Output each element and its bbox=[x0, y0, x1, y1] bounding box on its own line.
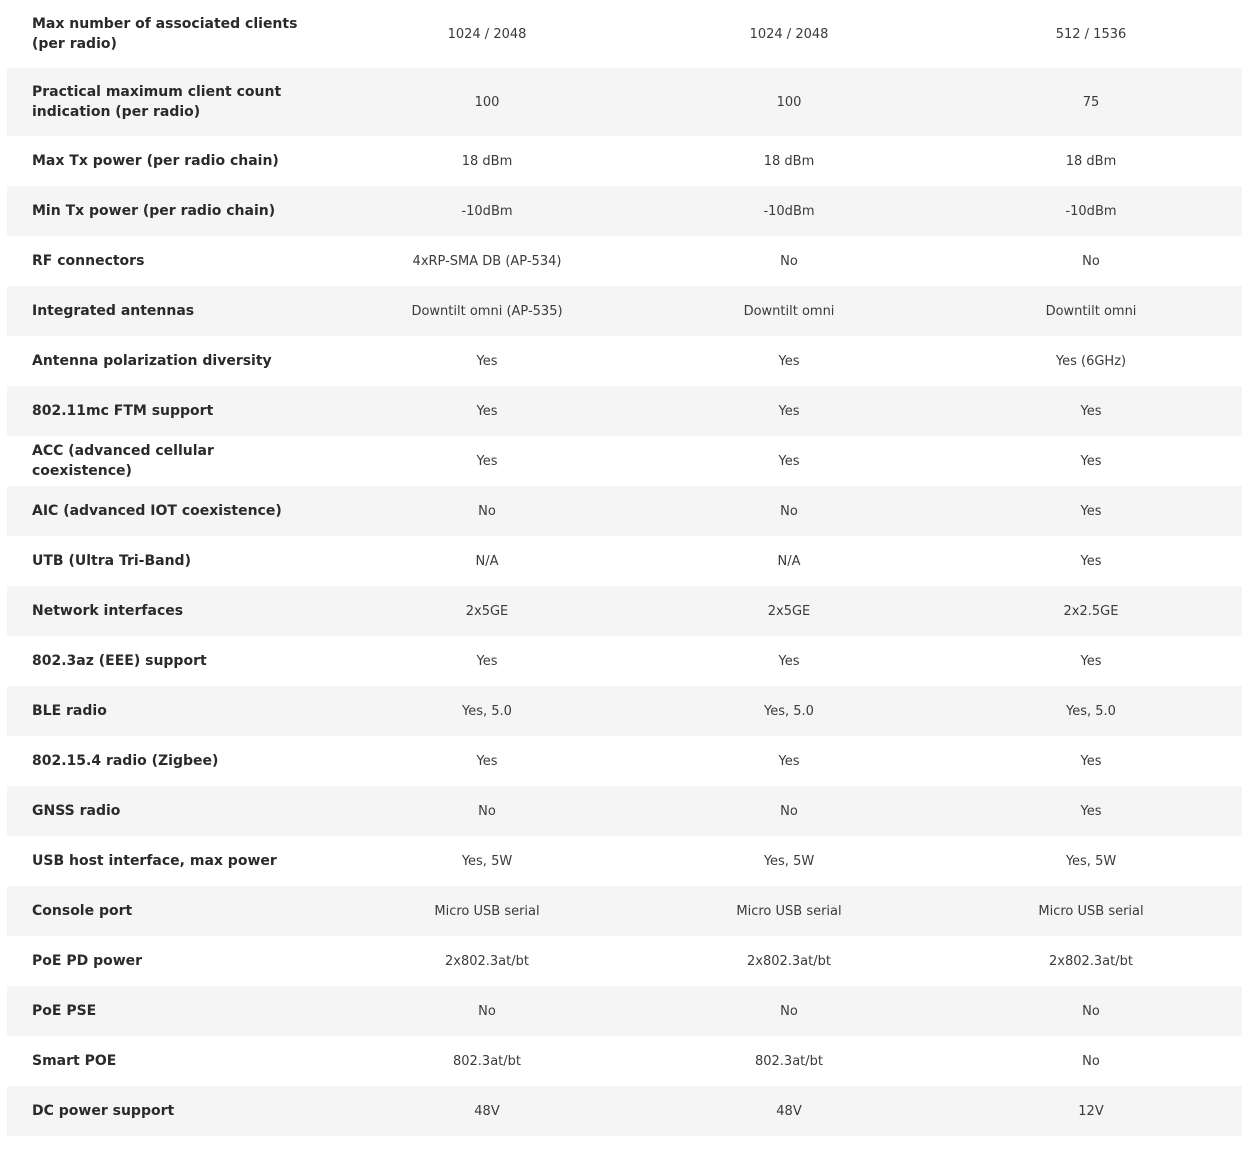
table-cell: Yes, 5W bbox=[763, 853, 815, 869]
table-row bbox=[7, 786, 1242, 836]
row-label: RF connectors bbox=[32, 253, 145, 269]
row-label: Min Tx power (per radio chain) bbox=[32, 203, 276, 219]
table-row bbox=[7, 736, 1242, 786]
table-cell: No bbox=[478, 1003, 496, 1019]
row-label: Network interfaces bbox=[32, 603, 184, 619]
row-label: BLE radio bbox=[32, 703, 107, 719]
table-cell: 1024 / 2048 bbox=[447, 26, 527, 42]
table-cell: 2x2.5GE bbox=[1063, 603, 1119, 619]
table-cell: Downtilt omni bbox=[1045, 303, 1137, 319]
row-label: DC power support bbox=[32, 1103, 175, 1119]
table-cell: Micro USB serial bbox=[434, 903, 540, 919]
table-cell: Yes bbox=[476, 453, 498, 469]
table-cell: No bbox=[478, 803, 496, 819]
table-cell: Yes, 5.0 bbox=[462, 703, 512, 719]
table-row bbox=[7, 936, 1242, 986]
table-cell: 48V bbox=[776, 1103, 802, 1119]
table-cell: Yes, 5W bbox=[1065, 853, 1117, 869]
table-row bbox=[7, 486, 1242, 536]
table-cell: 2x5GE bbox=[767, 603, 811, 619]
table-cell: N/A bbox=[777, 553, 801, 569]
table-cell: 18 dBm bbox=[461, 153, 513, 169]
table-cell: No bbox=[780, 253, 798, 269]
table-cell: Yes bbox=[778, 653, 800, 669]
row-label: UTB (Ultra Tri-Band) bbox=[32, 553, 191, 569]
table-row bbox=[7, 586, 1242, 636]
table-cell: 2x802.3at/bt bbox=[747, 953, 831, 969]
table-cell: No bbox=[1082, 1053, 1100, 1069]
row-label: Practical maximum client count indication (per radio) bbox=[32, 84, 282, 120]
table-row bbox=[7, 236, 1242, 286]
table-cell: Yes, 5.0 bbox=[764, 703, 814, 719]
spec-table bbox=[7, 0, 1242, 1136]
table-cell: Micro USB serial bbox=[736, 903, 842, 919]
table-cell: Yes bbox=[1080, 403, 1102, 419]
table-row bbox=[7, 1086, 1242, 1136]
row-label: PoE PD power bbox=[32, 953, 143, 969]
row-label: Console port bbox=[32, 903, 133, 919]
table-cell: Yes bbox=[778, 403, 800, 419]
table-cell: Yes bbox=[476, 353, 498, 369]
table-cell: Yes (6GHz) bbox=[1055, 353, 1127, 369]
table-cell: 512 / 1536 bbox=[1055, 26, 1127, 42]
table-cell: Yes bbox=[476, 753, 498, 769]
table-cell: No bbox=[478, 503, 496, 519]
table-cell: No bbox=[1082, 1003, 1100, 1019]
table-cell: N/A bbox=[475, 553, 499, 569]
table-cell: 18 dBm bbox=[1065, 153, 1117, 169]
table-cell: 48V bbox=[474, 1103, 500, 1119]
table-row bbox=[7, 186, 1242, 236]
row-label: 802.3az (EEE) support bbox=[32, 653, 207, 669]
table-cell: 1024 / 2048 bbox=[749, 26, 829, 42]
table-cell: Yes bbox=[1080, 803, 1102, 819]
table-row bbox=[7, 0, 1242, 68]
table-cell: -10dBm bbox=[461, 203, 513, 219]
table-cell: Yes, 5W bbox=[461, 853, 513, 869]
table-cell: 2x5GE bbox=[465, 603, 509, 619]
row-label: Max Tx power (per radio chain) bbox=[32, 153, 279, 169]
table-cell: No bbox=[780, 1003, 798, 1019]
table-cell: No bbox=[780, 803, 798, 819]
table-cell: Yes bbox=[778, 753, 800, 769]
table-cell: Yes bbox=[1080, 653, 1102, 669]
table-row bbox=[7, 436, 1242, 486]
table-cell: -10dBm bbox=[1065, 203, 1117, 219]
table-cell: 75 bbox=[1082, 94, 1100, 110]
table-row bbox=[7, 986, 1242, 1036]
table-cell: Downtilt omni bbox=[743, 303, 835, 319]
row-label: 802.15.4 radio (Zigbee) bbox=[32, 753, 219, 769]
table-cell: Yes bbox=[1080, 553, 1102, 569]
table-cell: 100 bbox=[474, 94, 500, 110]
table-cell: 18 dBm bbox=[763, 153, 815, 169]
table-row bbox=[7, 686, 1242, 736]
table-row bbox=[7, 68, 1242, 136]
table-cell: No bbox=[1082, 253, 1100, 269]
row-label: Integrated antennas bbox=[32, 303, 195, 319]
table-row bbox=[7, 536, 1242, 586]
table-row bbox=[7, 636, 1242, 686]
table-cell: No bbox=[780, 503, 798, 519]
table-cell: Yes bbox=[778, 453, 800, 469]
row-label: Antenna polarization diversity bbox=[32, 353, 272, 369]
table-cell: Yes bbox=[1080, 503, 1102, 519]
table-cell: 2x802.3at/bt bbox=[1049, 953, 1133, 969]
row-label: AIC (advanced IOT coexistence) bbox=[32, 503, 282, 519]
row-label: 802.11mc FTM support bbox=[32, 403, 214, 419]
table-cell: Yes bbox=[476, 403, 498, 419]
table-cell: 802.3at/bt bbox=[452, 1053, 521, 1069]
table-cell: 802.3at/bt bbox=[754, 1053, 823, 1069]
table-cell: Downtilt omni (AP-535) bbox=[411, 303, 563, 319]
table-cell: 4xRP-SMA DB (AP-534) bbox=[412, 253, 562, 269]
table-row bbox=[7, 886, 1242, 936]
table-cell: Yes bbox=[1080, 753, 1102, 769]
table-cell: 12V bbox=[1078, 1103, 1104, 1119]
row-label: Max number of associated clients (per radio) bbox=[32, 16, 298, 52]
table-row bbox=[7, 386, 1242, 436]
row-label: ACC (advanced cellular coexistence) bbox=[32, 443, 214, 479]
table-cell: Micro USB serial bbox=[1038, 903, 1144, 919]
table-cell: Yes bbox=[476, 653, 498, 669]
table-cell: Yes bbox=[1080, 453, 1102, 469]
row-label: GNSS radio bbox=[32, 803, 121, 819]
table-row bbox=[7, 136, 1242, 186]
table-row bbox=[7, 286, 1242, 336]
row-label: PoE PSE bbox=[32, 1003, 97, 1019]
table-cell: -10dBm bbox=[763, 203, 815, 219]
table-cell: Yes, 5.0 bbox=[1066, 703, 1116, 719]
table-row bbox=[7, 836, 1242, 886]
row-label: USB host interface, max power bbox=[32, 853, 277, 869]
table-row bbox=[7, 336, 1242, 386]
row-label: Smart POE bbox=[32, 1053, 117, 1069]
table-cell: 2x802.3at/bt bbox=[445, 953, 529, 969]
table-row bbox=[7, 1036, 1242, 1086]
table-cell: 100 bbox=[776, 94, 802, 110]
table-cell: Yes bbox=[778, 353, 800, 369]
